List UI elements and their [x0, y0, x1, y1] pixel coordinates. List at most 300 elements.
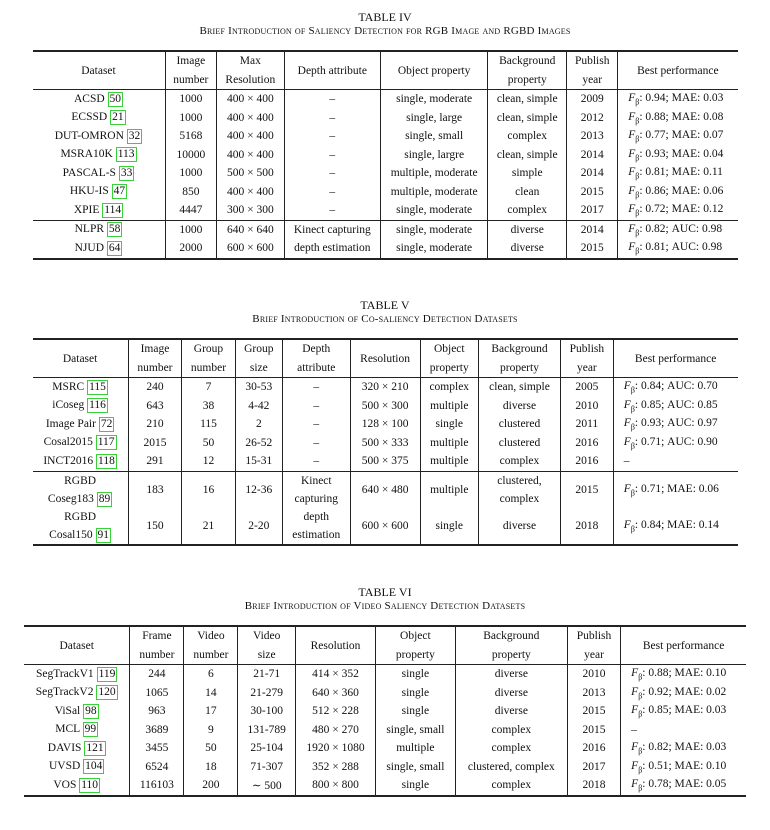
cell-vnum: 17 — [184, 702, 238, 721]
cell-vsize: 21-279 — [238, 684, 296, 703]
citation-link[interactable]: 118 — [98, 454, 115, 467]
cell-frames: 3689 — [130, 721, 184, 740]
table-iv-block — [0, 10, 770, 260]
cell-bg: complex — [455, 739, 567, 758]
cell-year: 2014 — [567, 164, 618, 183]
t6-h-vsize-2: size — [238, 646, 296, 665]
best-performance: $F_\beta$: 0.93; AUC: 0.97 — [613, 415, 737, 434]
dataset-name-line1: RGBD — [64, 474, 97, 487]
t5-h-obj-2: property — [420, 359, 479, 378]
cell-depth: – — [284, 90, 381, 109]
cell-res: 800 × 800 — [296, 776, 376, 796]
t6-h-vnum-2: number — [184, 646, 238, 665]
t5-h-gnum-2: number — [182, 359, 236, 378]
table-row — [33, 127, 738, 146]
dataset-name: Cosal2015 — [43, 436, 93, 449]
cell-obj: multiple — [420, 434, 479, 453]
cell-res: 128 × 100 — [350, 415, 420, 434]
citation-link[interactable]: 104 — [85, 760, 103, 773]
dataset-name-line2: Coseg183 — [47, 492, 94, 505]
cell-depth: Kinect capturing — [284, 220, 381, 239]
table-row — [33, 90, 738, 109]
t5-h-gsize-2: size — [235, 359, 282, 378]
cell-vsize: ∼ 500 — [238, 776, 296, 796]
table-row — [33, 146, 738, 165]
table-row — [33, 109, 738, 128]
citation-link[interactable]: 110 — [81, 778, 99, 791]
cell-bg: complex — [455, 776, 567, 796]
best-performance: – — [613, 452, 737, 471]
cell-obj: multiple, moderate — [381, 164, 488, 183]
table-row — [33, 378, 738, 397]
table-vi-block — [0, 585, 770, 797]
cell-num: 2000 — [165, 239, 217, 259]
citation-link[interactable]: 58 — [108, 223, 121, 236]
cell-res: 500 × 500 — [217, 164, 284, 183]
cell-frames: 1065 — [130, 684, 184, 703]
cell-depth: – — [284, 127, 381, 146]
cell-vnum: 50 — [184, 739, 238, 758]
cell-res: 400 × 400 — [217, 109, 284, 128]
cell-vnum: 18 — [184, 758, 238, 777]
depth-line1: Kinect — [300, 474, 332, 487]
cell-obj: multiple — [420, 397, 479, 416]
dataset-name: ViSal — [54, 704, 81, 717]
cell-gsize: 30-53 — [235, 378, 282, 397]
table-v-title: Brief Introduction of Co-saliency Detection Datasets — [252, 313, 518, 325]
cell-gsize: 2-20 — [235, 508, 282, 545]
best-performance: $F_\beta$: 0.93; MAE: 0.04 — [618, 146, 738, 165]
cell-obj: single, moderate — [381, 220, 488, 239]
cell-year: 2017 — [567, 758, 620, 777]
cell-gsize: 15-31 — [235, 452, 282, 471]
t5-h-res: Resolution — [350, 339, 420, 378]
citation-link[interactable]: 115 — [89, 380, 106, 393]
cell-obj: single — [420, 508, 479, 545]
cell-bg: diverse — [488, 239, 567, 259]
cell-vsize: 21-71 — [238, 665, 296, 684]
dataset-name: ECSSD — [71, 111, 108, 124]
table-row — [24, 665, 746, 684]
dataset-name-cell — [24, 665, 130, 684]
cell-res: 512 × 228 — [296, 702, 376, 721]
cell-res: 320 × 210 — [350, 378, 420, 397]
cell-gnum: 7 — [182, 378, 236, 397]
cell-obj: single — [375, 702, 455, 721]
t5-h-bg-2: property — [479, 359, 561, 378]
citation-link[interactable]: 119 — [98, 667, 116, 680]
cell-depth: – — [282, 452, 350, 471]
t6-h-frames-1: Frame — [130, 626, 184, 646]
cell-res: 480 × 270 — [296, 721, 376, 740]
best-performance: $F_\beta$: 0.82; MAE: 0.03 — [621, 739, 746, 758]
dataset-name-cell — [33, 146, 166, 165]
t5-h-gnum-1: Group — [182, 339, 236, 359]
t4-h-depth: Depth attribute — [284, 51, 381, 90]
cell-num: 240 — [128, 378, 182, 397]
dataset-name-cell — [33, 397, 129, 416]
cell-obj: single, moderate — [381, 201, 488, 220]
citation-link[interactable]: 50 — [109, 92, 122, 105]
depth-line2: capturing — [294, 492, 338, 505]
cell-vsize: 25-104 — [238, 739, 296, 758]
dataset-name-cell — [33, 220, 166, 239]
dataset-name: NLPR — [74, 223, 105, 236]
dataset-name: ACSD — [73, 92, 105, 105]
dataset-name: XPIE — [73, 203, 100, 216]
cell-frames: 116103 — [130, 776, 184, 796]
citation-link[interactable]: 89 — [98, 492, 111, 505]
cell-year: 2009 — [567, 90, 618, 109]
citation-link[interactable]: 114 — [104, 203, 122, 216]
citation-link[interactable]: 120 — [98, 686, 116, 699]
best-performance: $F_\beta$: 0.72; MAE: 0.12 — [618, 201, 738, 220]
cell-year: 2005 — [560, 378, 613, 397]
cell-depth — [282, 471, 350, 508]
cell-year: 2015 — [567, 183, 618, 202]
cell-num: 183 — [128, 471, 182, 508]
table-row — [33, 239, 738, 259]
cell-year: 2017 — [567, 201, 618, 220]
cell-year: 2015 — [567, 239, 618, 259]
best-performance: $F_\beta$: 0.71; AUC: 0.90 — [613, 434, 737, 453]
cell-gsize: 12-36 — [235, 471, 282, 508]
cell-gnum: 50 — [182, 434, 236, 453]
cell-gnum: 115 — [182, 415, 236, 434]
table-row — [24, 739, 746, 758]
cell-obj: complex — [420, 378, 479, 397]
dataset-name-cell — [33, 239, 166, 259]
t6-h-year-1: Publish — [567, 626, 620, 646]
cell-year: 2011 — [560, 415, 613, 434]
t6-h-obj-2: property — [375, 646, 455, 665]
table-row — [33, 508, 738, 545]
t5-h-num-2: number — [128, 359, 182, 378]
table-row — [24, 702, 746, 721]
cell-obj: single, large — [381, 109, 488, 128]
cell-res: 400 × 400 — [217, 146, 284, 165]
cell-num: 10000 — [165, 146, 217, 165]
t5-h-depth-2: attribute — [282, 359, 350, 378]
best-performance: $F_\beta$: 0.86; MAE: 0.06 — [618, 183, 738, 202]
cell-obj: single, small — [375, 721, 455, 740]
cell-bg: clustered, complex — [455, 758, 567, 777]
citation-link[interactable]: 99 — [84, 723, 97, 736]
t4-h-bg-1: Background — [488, 51, 567, 71]
cell-bg: simple — [488, 164, 567, 183]
dataset-name-line1: RGBD — [64, 511, 97, 523]
cell-depth: – — [282, 434, 350, 453]
bg-line1: diverse — [502, 520, 537, 532]
table-row — [33, 452, 738, 471]
table-iv-title: Brief Introduction of Saliency Detection for RGB Image and RGBD Images — [199, 25, 571, 37]
t4-h-year-1: Publish — [567, 51, 618, 71]
best-performance: $F_\beta$: 0.51; MAE: 0.10 — [621, 758, 746, 777]
t6-h-vsize-1: Video — [238, 626, 296, 646]
cell-year: 2014 — [567, 220, 618, 239]
cell-res: 400 × 400 — [217, 90, 284, 109]
cell-num: 5168 — [165, 127, 217, 146]
t5-h-num-1: Image — [128, 339, 182, 359]
cell-res: 500 × 300 — [350, 397, 420, 416]
dataset-name-cell — [24, 721, 130, 740]
cell-res: 640 × 360 — [296, 684, 376, 703]
cell-vnum: 14 — [184, 684, 238, 703]
cell-year: 2014 — [567, 146, 618, 165]
cell-obj: multiple, moderate — [381, 183, 488, 202]
cell-depth: – — [282, 415, 350, 434]
depth-line2: estimation — [292, 529, 341, 541]
cell-year: 2016 — [560, 434, 613, 453]
t6-h-frames-2: number — [130, 646, 184, 665]
best-performance: $F_\beta$: 0.84; MAE: 0.14 — [613, 508, 737, 545]
cell-depth: – — [282, 397, 350, 416]
dataset-name: Image Pair — [45, 417, 96, 430]
t4-h-year-2: year — [567, 71, 618, 90]
cell-bg: clustered — [479, 415, 561, 434]
table-row — [24, 721, 746, 740]
dataset-name-cell — [33, 452, 129, 471]
cell-year: 2013 — [567, 684, 620, 703]
cell-bg: clean — [488, 183, 567, 202]
cell-gnum: 21 — [182, 508, 236, 545]
cell-depth: – — [282, 378, 350, 397]
dataset-name: SegTrackV2 — [35, 686, 94, 699]
cell-vnum: 200 — [184, 776, 238, 796]
table-row — [24, 758, 746, 777]
cell-obj: single, small — [375, 758, 455, 777]
table-row — [33, 201, 738, 220]
best-performance: $F_\beta$: 0.81; MAE: 0.11 — [618, 164, 738, 183]
cell-obj: single — [420, 415, 479, 434]
best-performance: $F_\beta$: 0.94; MAE: 0.03 — [618, 90, 738, 109]
cell-res: 300 × 300 — [217, 201, 284, 220]
cell-depth: – — [284, 146, 381, 165]
dataset-name: MSRC — [52, 380, 85, 393]
cell-depth: – — [284, 164, 381, 183]
cell-num: 643 — [128, 397, 182, 416]
cell-bg: clean, simple — [479, 378, 561, 397]
cell-year: 2013 — [567, 127, 618, 146]
dataset-name-cell — [24, 776, 130, 796]
cell-bg: diverse — [479, 397, 561, 416]
cell-num: 4447 — [165, 201, 217, 220]
cell-bg: clean, simple — [488, 109, 567, 128]
best-performance: $F_\beta$: 0.88; MAE: 0.08 — [618, 109, 738, 128]
dataset-name-cell — [33, 471, 129, 508]
citation-link[interactable]: 21 — [112, 111, 124, 124]
dataset-name-cell — [33, 109, 166, 128]
table-vi — [24, 625, 746, 797]
cell-res: 414 × 352 — [296, 665, 376, 684]
t5-h-depth-1: Depth — [282, 339, 350, 359]
cell-obj: single — [375, 684, 455, 703]
cell-res: 500 × 333 — [350, 434, 420, 453]
dataset-name-cell — [24, 684, 130, 703]
dataset-name-cell — [33, 164, 166, 183]
cell-year: 2012 — [567, 109, 618, 128]
table-row — [33, 164, 738, 183]
cell-gsize: 26-52 — [235, 434, 282, 453]
bg-line1: clustered, — [497, 474, 542, 487]
citation-link[interactable]: 117 — [97, 436, 115, 449]
cell-bg: clustered — [479, 434, 561, 453]
t5-h-gsize-1: Group — [235, 339, 282, 359]
best-performance: $F_\beta$: 0.78; MAE: 0.05 — [621, 776, 746, 796]
dataset-name: MCL — [55, 723, 80, 736]
dataset-name-cell — [24, 702, 130, 721]
t6-h-res: Resolution — [296, 626, 376, 665]
cell-bg — [479, 471, 561, 508]
cell-depth — [282, 508, 350, 545]
table-row — [33, 220, 738, 239]
cell-frames: 963 — [130, 702, 184, 721]
best-performance: $F_\beta$: 0.88; MAE: 0.10 — [621, 665, 746, 684]
dataset-name-cell — [33, 183, 166, 202]
cell-res: 500 × 375 — [350, 452, 420, 471]
cell-obj: single — [375, 776, 455, 796]
cell-num: 2015 — [128, 434, 182, 453]
dataset-name-cell — [24, 758, 130, 777]
cell-num: 291 — [128, 452, 182, 471]
cell-year: 2016 — [567, 739, 620, 758]
dataset-name-cell — [33, 508, 129, 545]
dataset-name: NJUD — [74, 241, 104, 254]
dataset-name: DUT-OMRON — [54, 129, 124, 142]
table-row — [33, 471, 738, 508]
t6-h-obj-1: Object — [375, 626, 455, 646]
cell-year: 2016 — [560, 452, 613, 471]
citation-link[interactable]: 98 — [85, 704, 97, 717]
cell-obj: multiple — [420, 471, 479, 508]
cell-res: 600 × 600 — [350, 508, 420, 545]
dataset-name-line2: Cosal150 — [49, 529, 93, 541]
table-iv-label: TABLE IV — [358, 10, 412, 24]
citation-link[interactable]: 113 — [117, 148, 135, 161]
cell-bg: clean, simple — [488, 90, 567, 109]
cell-gnum: 16 — [182, 471, 236, 508]
dataset-name-cell — [33, 90, 166, 109]
citation-link[interactable]: 72 — [100, 417, 113, 430]
dataset-name-cell — [33, 201, 166, 220]
cell-year: 2015 — [567, 702, 620, 721]
t4-h-res-2: Resolution — [217, 71, 284, 90]
cell-obj: single, small — [381, 127, 488, 146]
citation-link[interactable]: 116 — [89, 399, 106, 412]
cell-res: 640 × 640 — [217, 220, 284, 239]
cell-gnum: 38 — [182, 397, 236, 416]
t6-h-year-2: year — [567, 646, 620, 665]
cell-vsize: 30-100 — [238, 702, 296, 721]
dataset-name: MSRA10K — [60, 148, 113, 161]
dataset-name: iCoseg — [52, 399, 85, 412]
best-performance: $F_\beta$: 0.85; AUC: 0.85 — [613, 397, 737, 416]
t4-h-obj: Object property — [381, 51, 488, 90]
citation-link[interactable]: 33 — [120, 166, 133, 179]
t6-h-bg-2: property — [455, 646, 567, 665]
citation-link[interactable]: 121 — [86, 741, 104, 754]
depth-line1: depth — [303, 511, 330, 523]
cell-obj: multiple — [375, 739, 455, 758]
cell-bg — [479, 508, 561, 545]
table-row — [24, 684, 746, 703]
dataset-name: HKU-IS — [69, 185, 109, 198]
dataset-name-cell — [33, 378, 129, 397]
cell-num: 850 — [165, 183, 217, 202]
t6-h-bg-1: Background — [455, 626, 567, 646]
t5-h-bg-1: Background — [479, 339, 561, 359]
table-iv — [33, 50, 738, 260]
cell-vsize: 131-789 — [238, 721, 296, 740]
dataset-name-cell — [33, 127, 166, 146]
dataset-name-cell — [33, 415, 129, 434]
best-performance: $F_\beta$: 0.84; AUC: 0.70 — [613, 378, 737, 397]
table-vi-label: TABLE VI — [358, 585, 412, 599]
best-performance: $F_\beta$: 0.81; AUC: 0.98 — [618, 239, 738, 259]
cell-obj: multiple — [420, 452, 479, 471]
cell-year: 2015 — [567, 721, 620, 740]
cell-vsize: 71-307 — [238, 758, 296, 777]
dataset-name: INCT2016 — [43, 454, 94, 467]
dataset-name: VOS — [53, 778, 77, 791]
cell-bg: diverse — [455, 702, 567, 721]
cell-obj: single, moderate — [381, 239, 488, 259]
cell-year: 2018 — [567, 776, 620, 796]
cell-bg: diverse — [488, 220, 567, 239]
citation-link[interactable]: 32 — [128, 129, 141, 142]
table-row — [33, 397, 738, 416]
cell-frames: 244 — [130, 665, 184, 684]
table-row — [33, 183, 738, 202]
cell-gsize: 2 — [235, 415, 282, 434]
table-row — [33, 434, 738, 453]
cell-bg: diverse — [455, 665, 567, 684]
dataset-name: PASCAL-S — [62, 166, 116, 179]
cell-bg: diverse — [455, 684, 567, 703]
citation-link[interactable]: 64 — [108, 241, 121, 254]
t5-h-year-2: year — [560, 359, 613, 378]
cell-num: 210 — [128, 415, 182, 434]
citation-link[interactable]: 91 — [97, 529, 109, 541]
cell-year: 2018 — [560, 508, 613, 545]
cell-year: 2010 — [560, 397, 613, 416]
t5-h-perf: Best performance — [613, 339, 737, 378]
t6-h-vnum-1: Video — [184, 626, 238, 646]
cell-obj: single, moderate — [381, 90, 488, 109]
cell-bg: clean, simple — [488, 146, 567, 165]
cell-bg: complex — [455, 721, 567, 740]
dataset-name: DAVIS — [47, 741, 82, 754]
best-performance: – — [621, 721, 746, 740]
cell-res: 400 × 400 — [217, 183, 284, 202]
citation-link[interactable]: 47 — [113, 185, 126, 198]
cell-gnum: 12 — [182, 452, 236, 471]
table-vi-title: Brief Introduction of Video Saliency Detection Datasets — [244, 600, 526, 612]
t4-h-res-1: Max — [217, 51, 284, 71]
table-v — [33, 338, 738, 546]
cell-res: 352 × 288 — [296, 758, 376, 777]
best-performance: $F_\beta$: 0.71; MAE: 0.06 — [613, 471, 737, 508]
t5-h-obj-1: Object — [420, 339, 479, 359]
table-row — [24, 776, 746, 796]
cell-vnum: 9 — [184, 721, 238, 740]
dataset-name-cell — [24, 739, 130, 758]
cell-obj: single — [375, 665, 455, 684]
cell-num: 150 — [128, 508, 182, 545]
t4-h-num-2: number — [165, 71, 217, 90]
cell-bg: complex — [488, 201, 567, 220]
cell-vnum: 6 — [184, 665, 238, 684]
